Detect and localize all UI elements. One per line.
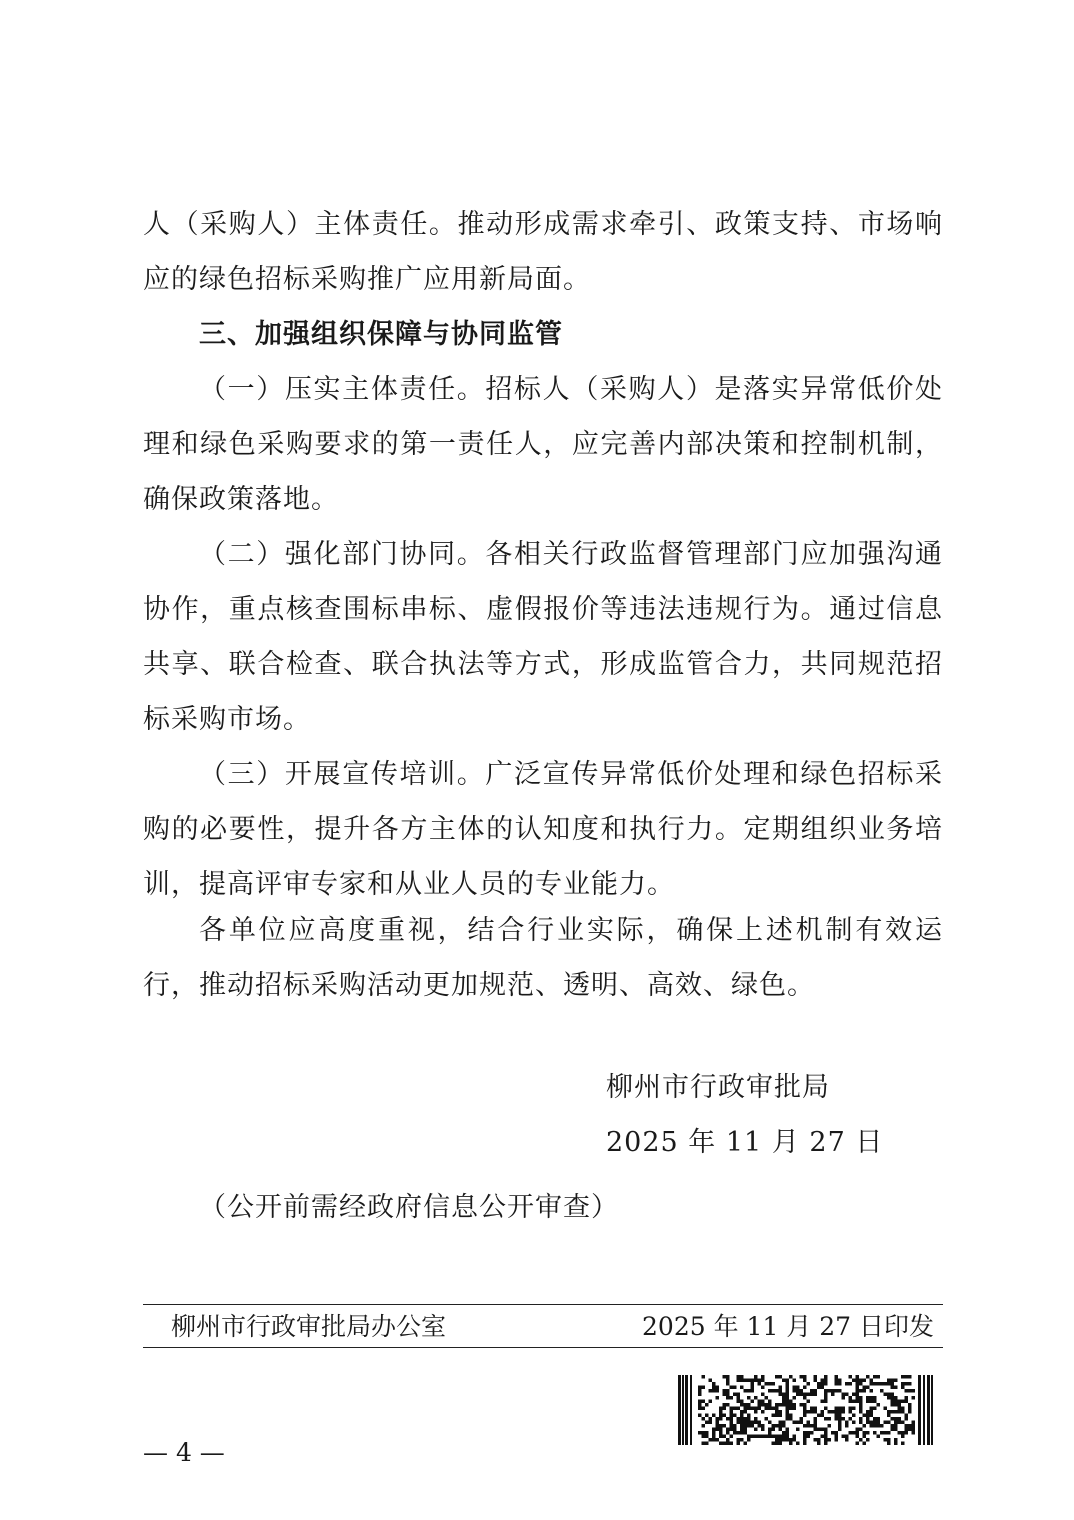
signature-org: 柳州市行政审批局 xyxy=(606,1072,830,1103)
footer-office: 柳州市行政审批局办公室 xyxy=(171,1312,447,1341)
paragraph-item-1: （一）压实主体责任。招标人（采购人）是落实异常低价处理和绿色采购要求的第一责任人，应完善内部决策和控制机制，确保政策落地。 xyxy=(143,374,943,515)
signature-date: 2025 年 11 月 27 日 xyxy=(606,1127,884,1158)
footer-issue-date: 2025 年 11 月 27 日印发 xyxy=(642,1312,934,1341)
paragraph-item-3: （三）开展宣传培训。广泛宣传异常低价处理和绿色招标采购的必要性，提升各方主体的认知度和执行力。定期组织业务培训，提高评审专家和从业人员的专业能力。 xyxy=(143,759,943,900)
footer-top-rule xyxy=(143,1304,943,1305)
section-heading: 三、加强组织保障与协同监管 xyxy=(199,319,563,350)
paragraph-continuation: 人（采购人）主体责任。推动形成需求牵引、政策支持、市场响应的绿色招标采购推广应用新局面。 xyxy=(143,209,943,295)
barcode-icon xyxy=(678,1375,934,1445)
paragraph-item-2: （二）强化部门协同。各相关行政监督管理部门应加强沟通协作，重点核查围标串标、虚假报价等违法违规行为。通过信息共享、联合检查、联合执法等方式，形成监管合力，共同规范招标采购市场。 xyxy=(143,539,943,735)
paragraph-closing: 各单位应高度重视，结合行业实际，确保上述机制有效运行，推动招标采购活动更加规范、透明、高效、绿色。 xyxy=(143,915,943,1001)
page-number: — 4 — xyxy=(143,1438,225,1467)
disclosure-note: （公开前需经政府信息公开审查） xyxy=(199,1192,619,1223)
footer-bottom-rule xyxy=(143,1347,943,1348)
